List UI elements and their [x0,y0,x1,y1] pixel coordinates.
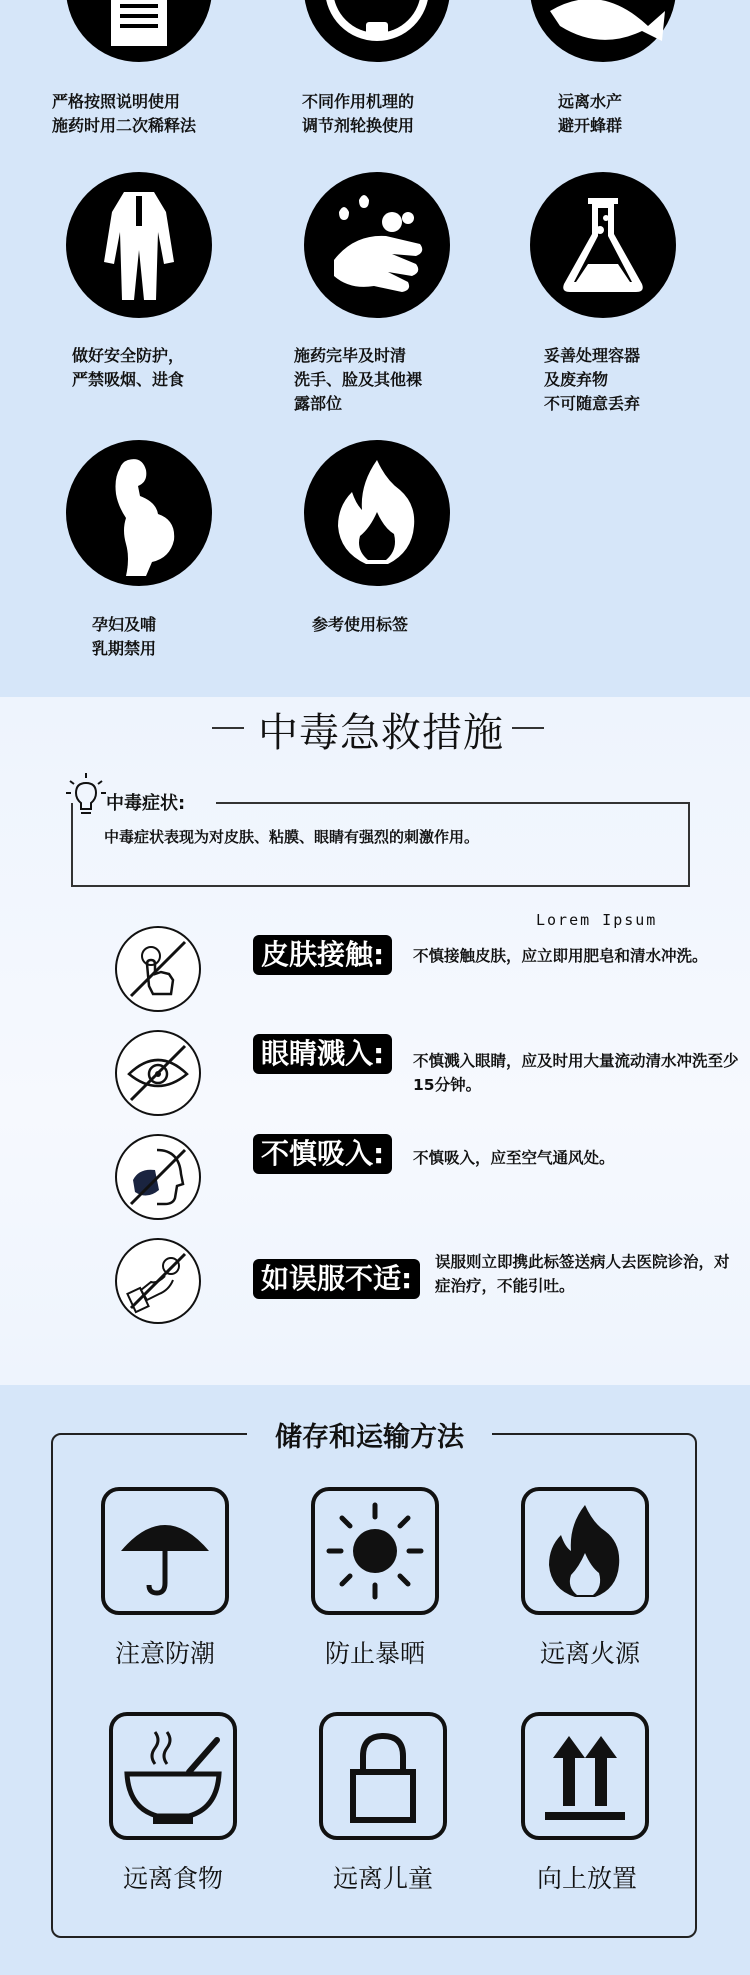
fish-icon [530,0,676,62]
eye-icon [115,1030,201,1116]
storage-section [0,1385,750,1975]
usage-caption-3: 远离水产 避开蜂群 [558,92,623,135]
inhale-label: 不慎吸入: [253,1134,392,1174]
usage-caption-1: 严格按照说明使用 施药时用二次稀释法 [52,92,197,135]
usage-caption-5: 施药完毕及时清 洗手、脸及其他裸 露部位 [294,346,423,413]
lightbulb-icon [64,773,108,817]
pregnant-woman-icon [66,440,212,586]
storage-label-1: 注意防潮 [114,1639,215,1668]
document-icon [66,0,212,62]
symptoms-text: 中毒症状表现为对皮肤、粘膜、眼睛有强烈的刺激作用。 [104,828,480,846]
eye-splash-label: 眼睛溅入: [253,1034,392,1074]
usage-section [0,0,750,697]
usage-caption-8: 参考使用标签 [312,615,409,634]
umbrella-icon [101,1487,229,1615]
protective-suit-icon [66,172,212,318]
sun-icon [311,1487,439,1615]
flask-icon [530,172,676,318]
first-aid-title: 中毒急救措施 [258,710,504,756]
inhale-text: 不慎吸入，应至空气通风处。 [413,1149,615,1167]
storage-title: 储存和运输方法 [247,1415,492,1454]
eye-splash-text: 不慎溅入眼睛，应及时用大量流动清水冲洗至少15分钟。 [413,1052,739,1094]
no-touch-icon [115,926,201,1012]
usage-caption-7: 孕妇及哺 乳期禁用 [92,615,157,658]
storage-label-6: 向上放置 [536,1864,637,1893]
skin-contact-text: 不慎接触皮肤，应立即用肥皂和清水冲洗。 [413,947,708,965]
no-drinking-icon [115,1238,201,1324]
bowl-icon [109,1712,237,1840]
lock-icon [319,1712,447,1840]
flame-icon [521,1487,649,1615]
symptoms-label: 中毒症状: [106,793,186,814]
storage-label-3: 远离火源 [539,1639,640,1668]
exclamation-icon [304,0,450,62]
swallow-label: 如误服不适: [253,1259,420,1299]
skin-contact-label: 皮肤接触: [253,935,392,975]
mask-icon [115,1134,201,1220]
swallow-text: 误服则立即携此标签送病人去医院诊治，对症治疗，不能引吐。 [435,1253,730,1295]
fire-icon [304,440,450,586]
usage-caption-4: 做好安全防护， 严禁吸烟、进食 [72,346,185,389]
storage-label-2: 防止暴晒 [324,1639,425,1668]
title-rule-right [512,727,544,729]
arrows-up-icon [521,1712,649,1840]
usage-caption-6: 妥善处理容器 及废弃物 不可随意丢弃 [544,346,641,413]
hand-wash-icon [304,172,450,318]
symptoms-box-top [216,802,690,804]
title-rule-left [212,727,244,729]
first-aid-section [0,697,750,1385]
storage-label-4: 远离食物 [122,1864,223,1893]
lorem-text: Lorem Ipsum [536,911,658,929]
usage-caption-2: 不同作用机理的 调节剂轮换使用 [302,92,415,135]
storage-label-5: 远离儿童 [332,1864,433,1893]
